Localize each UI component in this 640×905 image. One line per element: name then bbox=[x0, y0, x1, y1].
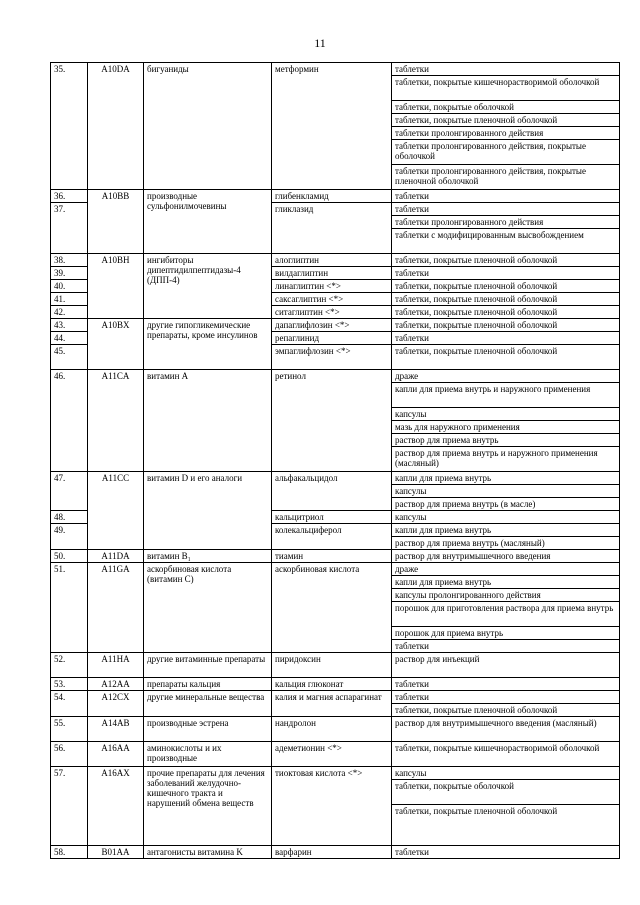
dosage-form: таблетки, покрытые пленочной оболочкой bbox=[392, 280, 620, 293]
dosage-form: раствор для приема внутрь bbox=[392, 434, 620, 447]
drug-name: кальцитриол bbox=[272, 511, 392, 524]
dosage-form: раствор для внутримышечного введения (масляный) bbox=[392, 717, 620, 742]
drug-name: эмпаглифлозин <*> bbox=[272, 345, 392, 370]
drug-name: ретинол bbox=[272, 370, 392, 472]
atc-code: A11CC bbox=[88, 472, 144, 550]
drug-name: вилдаглиптин bbox=[272, 267, 392, 280]
atc-code: A12CX bbox=[88, 691, 144, 717]
dosage-form: таблетки bbox=[392, 846, 620, 859]
drug-name: линаглиптин <*> bbox=[272, 280, 392, 293]
dosage-form: капли для приема внутрь bbox=[392, 524, 620, 537]
row-number: 58. bbox=[51, 846, 88, 859]
dosage-form: таблетки bbox=[392, 691, 620, 704]
dosage-form: таблетки bbox=[392, 332, 620, 345]
table-row bbox=[51, 678, 620, 691]
row-number: 38. bbox=[51, 254, 88, 267]
dosage-form: таблетки bbox=[392, 190, 620, 203]
dosage-form: раствор для приема внутрь (масляный) bbox=[392, 537, 620, 550]
dosage-form: капли для приема внутрь bbox=[392, 472, 620, 485]
dosage-form: таблетки, покрытые пленочной оболочкой bbox=[392, 254, 620, 267]
row-number: 39. bbox=[51, 267, 88, 280]
dosage-form: капсулы bbox=[392, 408, 620, 421]
anatomical-group: другие витаминные препараты bbox=[144, 653, 272, 678]
anatomical-group: другие гипогликемические препараты, кроме инсулинов bbox=[144, 319, 272, 370]
row-number: 43. bbox=[51, 319, 88, 332]
atc-code: A14AB bbox=[88, 717, 144, 742]
dosage-form: мазь для наружного применения bbox=[392, 421, 620, 434]
medication-table bbox=[50, 62, 620, 859]
dosage-form: таблетки bbox=[392, 63, 620, 76]
table-row bbox=[51, 653, 620, 678]
dosage-form: капсулы bbox=[392, 511, 620, 524]
atc-code: A11CA bbox=[88, 370, 144, 472]
row-number: 41. bbox=[51, 293, 88, 306]
table-row bbox=[51, 550, 620, 563]
row-number: 44. bbox=[51, 332, 88, 345]
row-number: 56. bbox=[51, 742, 88, 767]
anatomical-group: ингибиторы дипептидилпептидазы-4 (ДПП-4) bbox=[144, 254, 272, 319]
drug-name: алоглиптин bbox=[272, 254, 392, 267]
anatomical-group: антагонисты витамина K bbox=[144, 846, 272, 859]
drug-name: аскорбиновая кислота bbox=[272, 563, 392, 653]
row-number: 40. bbox=[51, 280, 88, 293]
dosage-form: раствор для приема внутрь и наружного применения (масляный) bbox=[392, 447, 620, 472]
dosage-form: капсулы пролонгированного действия bbox=[392, 589, 620, 602]
row-number: 55. bbox=[51, 717, 88, 742]
dosage-form: таблетки с модифицированным высвобождением bbox=[392, 229, 620, 254]
dosage-form: таблетки пролонгированного действия, покрытые пленочной оболочкой bbox=[392, 165, 620, 190]
dosage-form: таблетки, покрытые пленочной оболочкой bbox=[392, 319, 620, 332]
anatomical-group: другие минеральные вещества bbox=[144, 691, 272, 717]
dosage-form: таблетки, покрытые пленочной оболочкой bbox=[392, 293, 620, 306]
drug-name: адеметионин <*> bbox=[272, 742, 392, 767]
dosage-form: капли для приема внутрь и наружного применения bbox=[392, 383, 620, 408]
table-row bbox=[51, 319, 620, 332]
atc-code: A10BB bbox=[88, 190, 144, 254]
anatomical-group: аминокислоты и их производные bbox=[144, 742, 272, 767]
dosage-form: таблетки, покрытые пленочной оболочкой bbox=[392, 114, 620, 127]
row-number: 50. bbox=[51, 550, 88, 563]
table-row bbox=[51, 190, 620, 203]
atc-code: A10DA bbox=[88, 63, 144, 190]
dosage-form: таблетки, покрытые оболочкой bbox=[392, 780, 620, 805]
row-number: 51. bbox=[51, 563, 88, 653]
drug-name: метформин bbox=[272, 63, 392, 190]
atc-code: A10BH bbox=[88, 254, 144, 319]
dosage-form: таблетки, покрытые пленочной оболочкой bbox=[392, 306, 620, 319]
row-number: 52. bbox=[51, 653, 88, 678]
anatomical-group: производные эстрена bbox=[144, 717, 272, 742]
page-number: 11 bbox=[314, 36, 326, 50]
anatomical-group: витамин A bbox=[144, 370, 272, 472]
row-number: 48. bbox=[51, 511, 88, 524]
dosage-form: таблетки, покрытые кишечнорастворимой оболочкой bbox=[392, 742, 620, 767]
table-row bbox=[51, 767, 620, 780]
drug-name: дапаглифлозин <*> bbox=[272, 319, 392, 332]
row-number: 45. bbox=[51, 345, 88, 370]
anatomical-group: витамин B₁ bbox=[144, 550, 272, 563]
dosage-form: таблетки, покрытые оболочкой bbox=[392, 101, 620, 114]
dosage-form: капсулы bbox=[392, 485, 620, 498]
drug-name: саксаглиптин <*> bbox=[272, 293, 392, 306]
drug-name: глибенкламид bbox=[272, 190, 392, 203]
row-number: 47. bbox=[51, 472, 88, 511]
dosage-form: раствор для внутримышечного введения bbox=[392, 550, 620, 563]
dosage-form: порошок для приготовления раствора для приема внутрь bbox=[392, 602, 620, 627]
table-row bbox=[51, 63, 620, 76]
atc-code: A12AA bbox=[88, 678, 144, 691]
drug-name: нандролон bbox=[272, 717, 392, 742]
drug-name: репаглинид bbox=[272, 332, 392, 345]
dosage-form: таблетки, покрытые кишечнорастворимой оболочкой bbox=[392, 76, 620, 101]
dosage-form: таблетки, покрытые пленочной оболочкой bbox=[392, 805, 620, 846]
dosage-form: таблетки пролонгированного действия bbox=[392, 216, 620, 229]
anatomical-group: аскорбиновая кислота (витамин C) bbox=[144, 563, 272, 653]
row-number: 57. bbox=[51, 767, 88, 846]
table-row bbox=[51, 370, 620, 383]
atc-code: A10BX bbox=[88, 319, 144, 370]
dosage-form: таблетки пролонгированного действия, покрытые оболочкой bbox=[392, 140, 620, 165]
row-number: 37. bbox=[51, 203, 88, 254]
drug-name: альфакальцидол bbox=[272, 472, 392, 511]
drug-name: варфарин bbox=[272, 846, 392, 859]
dosage-form: порошок для приема внутрь bbox=[392, 627, 620, 640]
dosage-form: таблетки, покрытые пленочной оболочкой bbox=[392, 345, 620, 370]
drug-name: ситаглиптин <*> bbox=[272, 306, 392, 319]
table-row bbox=[51, 563, 620, 576]
atc-code: B01AA bbox=[88, 846, 144, 859]
drug-name: гликлазид bbox=[272, 203, 392, 254]
drug-name: тиамин bbox=[272, 550, 392, 563]
table-row bbox=[51, 254, 620, 267]
table-row bbox=[51, 717, 620, 742]
atc-code: A11HA bbox=[88, 653, 144, 678]
row-number: 54. bbox=[51, 691, 88, 717]
row-number: 49. bbox=[51, 524, 88, 550]
dosage-form: капли для приема внутрь bbox=[392, 576, 620, 589]
dosage-form: драже bbox=[392, 563, 620, 576]
drug-name: кальция глюконат bbox=[272, 678, 392, 691]
drug-name: колекальциферол bbox=[272, 524, 392, 550]
dosage-form: капсулы bbox=[392, 767, 620, 780]
table-row bbox=[51, 472, 620, 485]
atc-code: A11DA bbox=[88, 550, 144, 563]
dosage-form: таблетки bbox=[392, 640, 620, 653]
drug-name: пиридоксин bbox=[272, 653, 392, 678]
row-number: 46. bbox=[51, 370, 88, 472]
dosage-form: таблетки, покрытые пленочной оболочкой bbox=[392, 704, 620, 717]
dosage-form: раствор для инъекций bbox=[392, 653, 620, 678]
atc-code: A16AX bbox=[88, 767, 144, 846]
anatomical-group: витамин D и его аналоги bbox=[144, 472, 272, 550]
dosage-form: таблетки bbox=[392, 678, 620, 691]
anatomical-group: бигуаниды bbox=[144, 63, 272, 190]
dosage-form: таблетки пролонгированного действия bbox=[392, 127, 620, 140]
table-row bbox=[51, 691, 620, 704]
row-number: 42. bbox=[51, 306, 88, 319]
drug-name: калия и магния аспарагинат bbox=[272, 691, 392, 717]
row-number: 35. bbox=[51, 63, 88, 190]
atc-code: A16AA bbox=[88, 742, 144, 767]
drug-name: тиоктовая кислота <*> bbox=[272, 767, 392, 846]
atc-code: A11GA bbox=[88, 563, 144, 653]
row-number: 53. bbox=[51, 678, 88, 691]
anatomical-group: производные сульфонилмочевины bbox=[144, 190, 272, 254]
dosage-form: таблетки bbox=[392, 203, 620, 216]
dosage-form: таблетки bbox=[392, 267, 620, 280]
anatomical-group: препараты кальция bbox=[144, 678, 272, 691]
dosage-form: раствор для приема внутрь (в масле) bbox=[392, 498, 620, 511]
row-number: 36. bbox=[51, 190, 88, 203]
anatomical-group: прочие препараты для лечения заболеваний желудочно-кишечного тракта и нарушений обмена веществ bbox=[144, 767, 272, 846]
table-row bbox=[51, 846, 620, 859]
table-row bbox=[51, 742, 620, 767]
dosage-form: драже bbox=[392, 370, 620, 383]
